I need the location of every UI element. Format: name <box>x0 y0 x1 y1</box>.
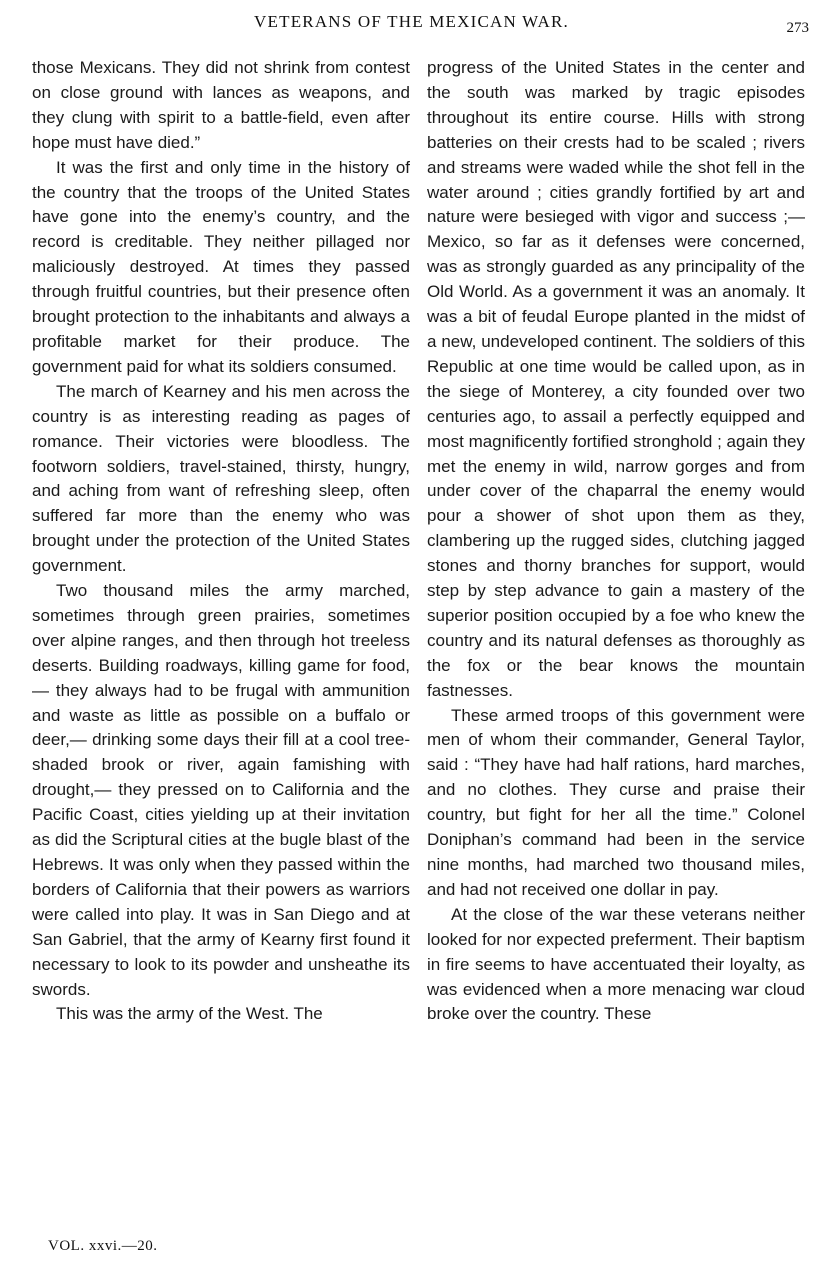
paragraph: These armed troops of this government were men of whom their commander, General Taylor, said : “They have had half rations, hard marches, and no clothes. They curse and praise their country, but fight for her all the time.” Colonel Doniphan’s command had been in the service nine months, had marched two thousand miles, and had not received one dollar in pay. <box>427 705 805 899</box>
paragraph: those Mexicans. They did not shrink from contest on close ground with lances as weapons, and they clung with spirit to a battle-field, even after hope must have died.” <box>32 58 410 152</box>
paragraph: This was the army of the West. The <box>56 1004 323 1024</box>
paragraph: progress of the United States in the center and the south was marked by tragic episodes throughout its entire course. Hills with strong batteries on their crests had to be scaled ; rivers and streams were waded while the shot fell in the water around ; cities grandly fortified by art and nature were besieged with vigor and success ;— Mexico, so far as it defenses were concerned, was as strongly guarded as any principality of the Old World. As a government it was an anomaly. It was a bit of feudal Europe planted in the midst of a new, undeveloped continent. The soldiers of this Republic at one time would be called upon, as in the siege of Monterey, a city founded over two centuries ago, to assail a perfectly equipped and most magnificently fortified stronghold ; again they met the enemy in wild, narrow gorges and from under cover of the chaparral the enemy would pour a shower of shot upon them as they, clambering up the rugged sides, clutching jagged stones and thorny branches for support, would step by step advance to gain a mastery of the superior position occupied by a foe who knew the country and its natural defenses as thoroughly as the fox or the bear knows the mountain fastnesses. <box>427 58 805 700</box>
left-column <box>32 56 410 1027</box>
paragraph: Two thousand miles the army marched, sometimes through green prairies, sometimes over alpine ranges, and then through hot treeless deserts. Building roadways, killing game for food,— they always had to be frugal with ammunition and waste as little as possible on a buffalo or deer,— drinking some days their fill at a cool tree-shaded brook or river, again famishing with drought,— they pressed on to California and the Pacific Coast, cities yielding up at their invitation as did the Scriptural cities at the bugle blast of the Hebrews. It was only when they passed within the borders of California that their powers as warriors were called into play. It was in San Diego and at San Gabriel, that the army of Kearny first found it necessary to look to its powder and unsheathe its swords. <box>32 581 410 999</box>
paragraph: At the close of the war these veterans neither looked for nor expected preferment. Their baptism in fire seems to have accentuated their loyalty, as was evidenced when a more menacing war cloud broke over the country. These <box>427 904 805 1024</box>
paragraph: It was the first and only time in the history of the country that the troops of the United States have gone into the enemy’s country, and the record is creditable. They neither pillaged nor maliciously destroyed. At times they passed through fruitful countries, but their presence often brought protection to the inhabitants and always a profitable market for their produce. The government paid for what its soldiers consumed. <box>32 157 410 376</box>
page-title: VETERANS OF THE MEXICAN WAR. <box>254 12 569 31</box>
page-number: 273 <box>786 20 809 36</box>
volume-folio: VOL. xxvi.—20. <box>48 1238 158 1254</box>
paragraph: The march of Kearney and his men across the country is as interesting reading as pages of romance. Their victories were bloodless. The footworn soldiers, travel-stained, thirsty, hungry, and aching from want of refreshing sleep, often suffered far more than the enemy who was brought under the protection of the United States government. <box>32 381 410 576</box>
right-column <box>427 56 805 1027</box>
running-head <box>0 8 823 38</box>
